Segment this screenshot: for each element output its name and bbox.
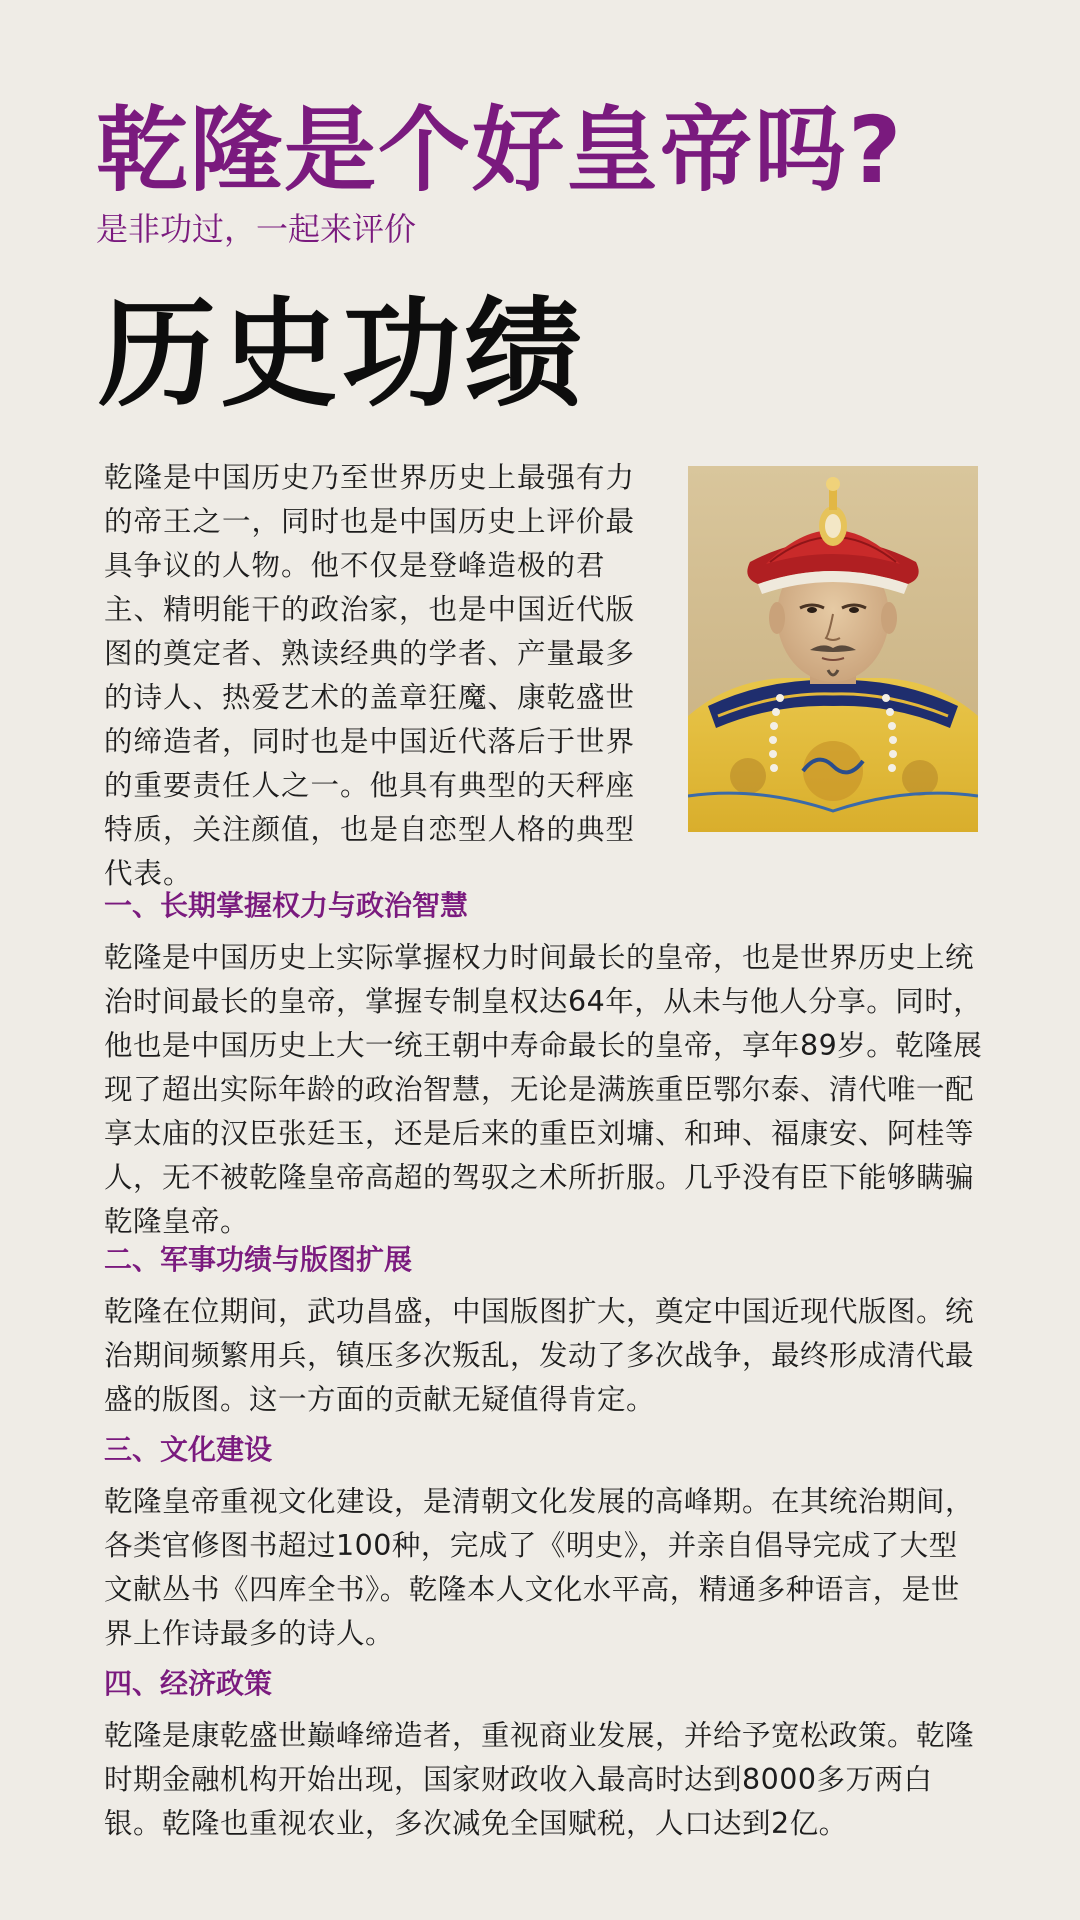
section-title: 四、经济政策 xyxy=(104,1667,273,1700)
page-subtitle: 是非功过，一起来评价 xyxy=(96,210,417,248)
section-title: 三、文化建设 xyxy=(104,1433,273,1466)
section-body: 乾隆是中国历史上实际掌握权力时间最长的皇帝，也是世界历史上统治时间最长的皇帝，掌握专制皇权达64年，从未与他人分享。同时，他也是中国历史上大一统王朝中寿命最长的皇帝，享年89岁。乾隆展现了超出实际年龄的政治智慧，无论是满族重臣鄂尔泰、清代唯一配享太庙的汉臣张廷玉，还是后来的重臣刘墉、和珅、福康安、阿桂等人，无不被乾隆皇帝高超的驾驭之术所折服。几乎没有臣下能够瞒骗乾隆皇帝。 xyxy=(104,941,983,1238)
section-economy xyxy=(104,1664,984,1846)
section-body: 乾隆在位期间，武功昌盛，中国版图扩大，奠定中国近现代版图。统治期间频繁用兵，镇压多次叛乱，发动了多次战争，最终形成清代最盛的版图。这一方面的贡献无疑值得肯定。 xyxy=(104,1295,975,1416)
page-title: 乾隆是个好皇帝吗? xyxy=(96,97,904,204)
section-political xyxy=(104,886,984,1244)
emperor-portrait xyxy=(688,466,978,832)
intro-text: 乾隆是中国历史乃至世界历史上最强有力的帝王之一，同时也是中国历史上评价最具争议的人物。他不仅是登峰造极的君主、精明能干的政治家，也是中国近代版图的奠定者、熟读经典的学者、产量最多的诗人、热爱艺术的盖章狂魔、康乾盛世的缔造者，同时也是中国近代落后于世界的重要责任人之一。他具有典型的天秤座特质，关注颜值，也是自恋型人格的典型代表。 xyxy=(104,461,636,890)
intro-paragraph xyxy=(104,456,664,896)
section-title: 二、军事功绩与版图扩展 xyxy=(104,1243,413,1276)
section-heading: 历史功绩 xyxy=(98,285,587,423)
section-body: 乾隆是康乾盛世巅峰缔造者，重视商业发展，并给予宽松政策。乾隆时期金融机构开始出现，国家财政收入最高时达到8000多万两白银。乾隆也重视农业，多次减免全国赋税，人口达到2亿。 xyxy=(104,1719,975,1840)
emperor-portrait-illustration xyxy=(688,466,978,832)
section-culture xyxy=(104,1430,984,1656)
section-military xyxy=(104,1240,984,1422)
section-body: 乾隆皇帝重视文化建设，是清朝文化发展的高峰期。在其统治期间，各类官修图书超过100种，完成了《明史》，并亲自倡导完成了大型文献丛书《四库全书》。乾隆本人文化水平高，精通多种语言，是世界上作诗最多的诗人。 xyxy=(104,1485,975,1650)
section-title: 一、长期掌握权力与政治智慧 xyxy=(104,889,469,922)
